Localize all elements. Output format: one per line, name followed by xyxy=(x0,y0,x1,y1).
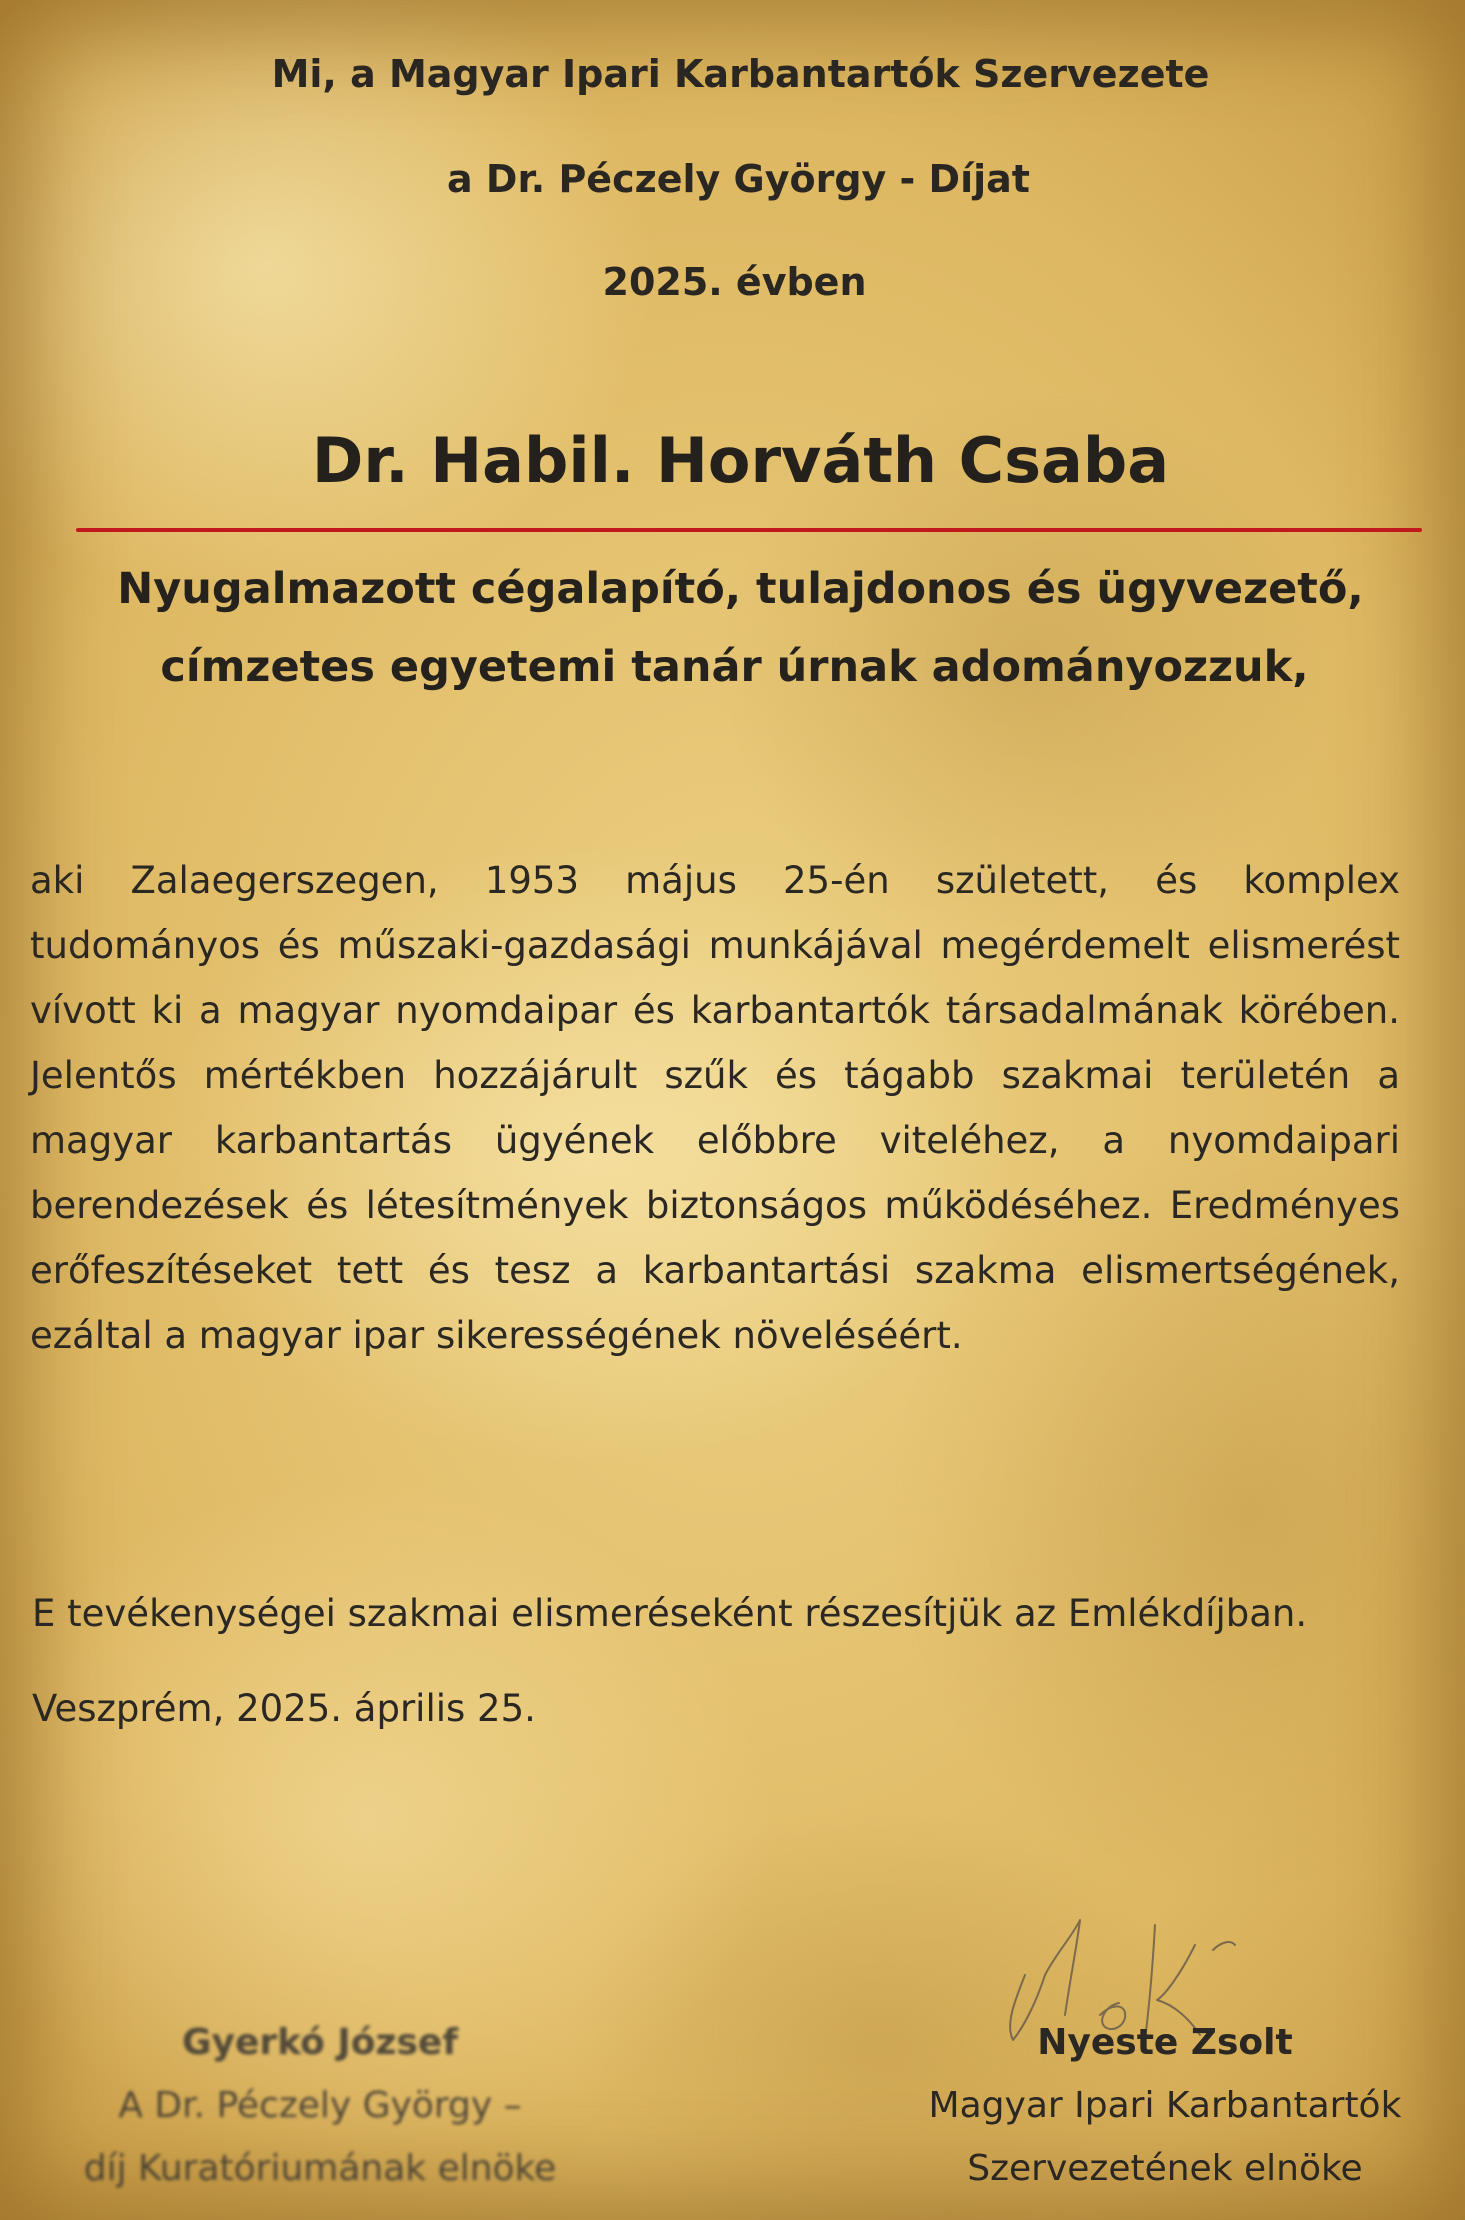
header-year: 2025. évben xyxy=(602,260,867,304)
header-organization: Mi, a Magyar Ipari Karbantartók Szervezete xyxy=(271,52,1210,96)
signer-right-role-line1: Magyar Ipari Karbantartók xyxy=(928,2085,1402,2126)
place-date: Veszprém, 2025. április 25. xyxy=(32,1687,536,1730)
signer-left xyxy=(40,2011,600,2200)
closing-sentence: E tevékenységei szakmai elismeréseként részesítjük az Emlékdíjban. xyxy=(32,1592,1308,1635)
signer-left-name: Gyerkó József xyxy=(181,2022,458,2063)
recipient-name: Dr. Habil. Horváth Csaba xyxy=(311,424,1170,497)
signer-right-role-line2: Szervezetének elnöke xyxy=(967,2148,1363,2189)
recipient-title-line2: címzetes egyetemi tanár úrnak adományozzuk, xyxy=(160,642,1309,692)
recipient-title-line1: Nyugalmazott cégalapító, tulajdonos és ügyvezető, xyxy=(117,564,1364,614)
signer-right xyxy=(880,2011,1450,2200)
citation-paragraph: aki Zalaegerszegen, 1953 május 25-én született, és komplex tudományos és műszaki-gazdasági munkájával megérdemelt elismerést vívott ki a magyar nyomdaipar és karbantartók társadalmának körében. Jelentős mértékben hozzájárult szűk és tágabb szakmai területén a magyar karbantartás ügyének előbbre viteléhez, a nyomdaipari berendezések és létesítmények biztonságos működéséhez. Eredményes erőfeszítéseket tett és tesz a karbantartási szakma elismertségének, ezáltal a magyar ipar sikerességének növeléséért. xyxy=(30,859,1400,1357)
header-award: a Dr. Péczely György - Díjat xyxy=(447,157,1030,201)
signer-right-name: Nyeste Zsolt xyxy=(1037,2022,1293,2063)
divider-rule xyxy=(76,528,1422,532)
signer-left-role-line1: A Dr. Péczely György – xyxy=(118,2085,522,2126)
signer-left-role-line2: díj Kuratóriumának elnöke xyxy=(83,2148,557,2189)
